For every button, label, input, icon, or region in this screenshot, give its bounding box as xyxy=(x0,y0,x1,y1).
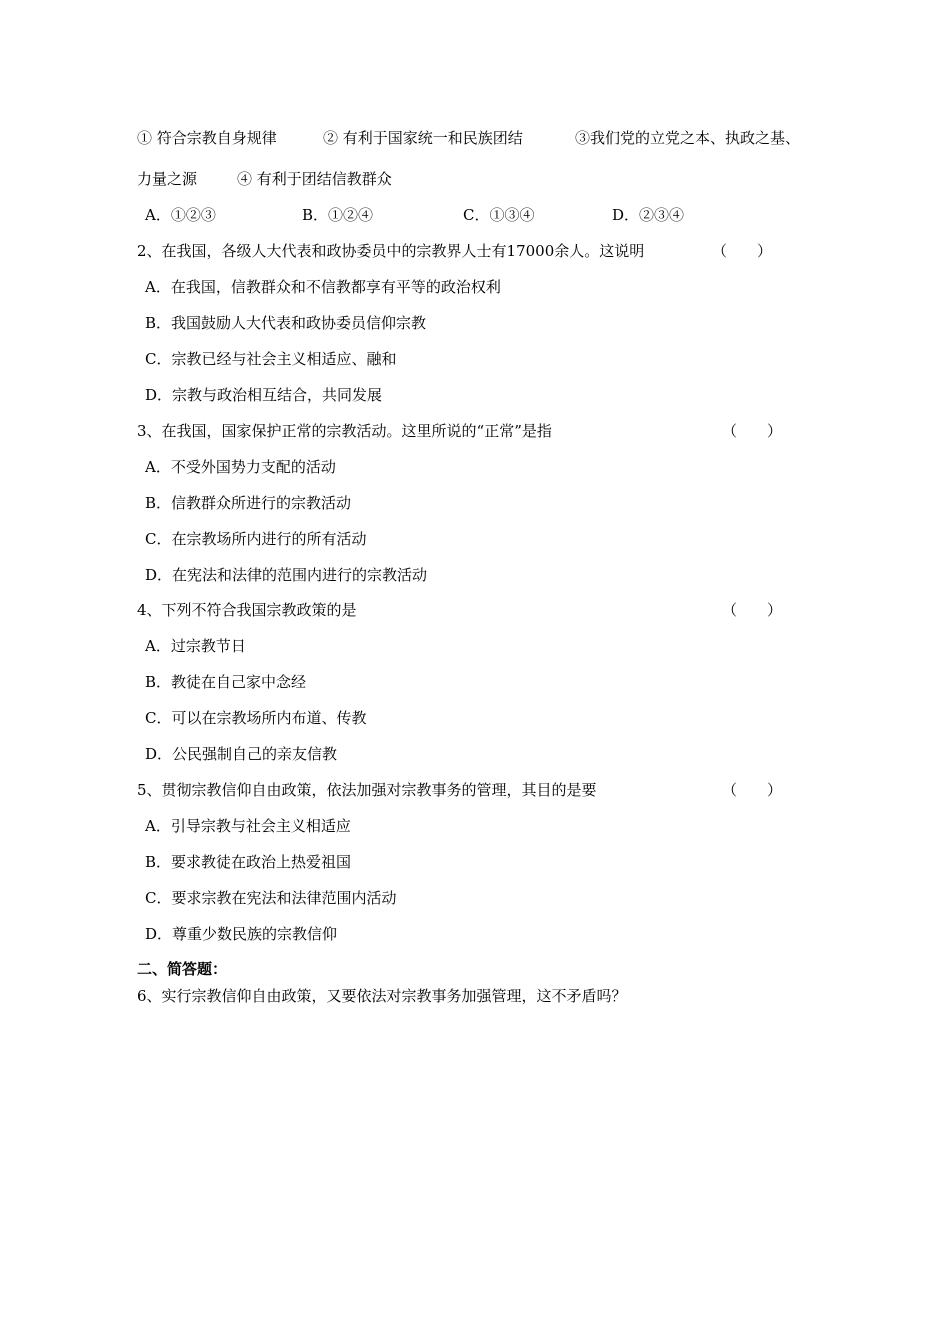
q4-stem: 4、下列不符合我国宗教政策的是 xyxy=(137,601,357,619)
q1-option-d: D．②③④ xyxy=(612,206,685,224)
q5-stem: 5、贯彻宗教信仰自由政策，依法加强对宗教事务的管理，其目的是要 xyxy=(137,781,597,799)
q4-option-b: B．教徒在自己家中念经 xyxy=(145,673,307,691)
q4-option-c: C．可以在宗教场所内布道、传教 xyxy=(145,709,367,727)
q1-option-c: C．①③④ xyxy=(463,206,535,224)
q3-option-d: D．在宪法和法律的范围内进行的宗教活动 xyxy=(145,566,428,584)
q6-stem: 6、实行宗教信仰自由政策，又要依法对宗教事务加强管理，这不矛盾吗？ xyxy=(137,987,627,1005)
q3-option-b: B．信教群众所进行的宗教活动 xyxy=(145,494,352,512)
q5-option-c: C．要求宗教在宪法和法律范围内活动 xyxy=(145,889,397,907)
q3-option-c: C．在宗教场所内进行的所有活动 xyxy=(145,530,367,548)
q1-option-b: B．①②④ xyxy=(302,206,374,224)
statement-2: ② 有利于国家统一和民族团结 xyxy=(323,129,523,147)
q3-stem: 3、在我国，国家保护正常的宗教活动。这里所说的“正常”是指 xyxy=(137,422,552,440)
q3-answer-blank: （ ） xyxy=(722,422,783,440)
q2-option-d: D．宗教与政治相互结合，共同发展 xyxy=(145,386,383,404)
q1-option-a: A．①②③ xyxy=(145,206,216,224)
q4-option-d: D．公民强制自己的亲友信教 xyxy=(145,745,338,763)
q2-stem: 2、在我国，各级人大代表和政协委员中的宗教界人士有17000余人。这说明 xyxy=(137,242,645,260)
q4-option-a: A．过宗教节日 xyxy=(145,637,246,655)
q4-answer-blank: （ ） xyxy=(722,601,783,619)
q5-option-a: A．引导宗教与社会主义相适应 xyxy=(145,817,351,835)
statement-4: ④ 有利于团结信教群众 xyxy=(237,170,392,188)
q2-option-c: C．宗教已经与社会主义相适应、融和 xyxy=(145,350,397,368)
statement-3: ③我们党的立党之本、执政之基、 xyxy=(575,129,801,147)
statement-1: ① 符合宗教自身规律 xyxy=(137,129,277,147)
q5-option-d: D．尊重少数民族的宗教信仰 xyxy=(145,925,338,943)
statement-3-continued: 力量之源 xyxy=(137,170,198,188)
q5-answer-blank: （ ） xyxy=(722,781,783,799)
q2-option-a: A．在我国，信教群众和不信教都享有平等的政治权利 xyxy=(145,278,501,296)
section-heading-short-answer: 二、简答题： xyxy=(137,960,228,978)
q5-option-b: B．要求教徒在政治上热爱祖国 xyxy=(145,853,352,871)
q2-answer-blank: （ ） xyxy=(712,242,773,260)
q2-option-b: B．我国鼓励人大代表和政协委员信仰宗教 xyxy=(145,314,427,332)
q3-option-a: A．不受外国势力支配的活动 xyxy=(145,458,336,476)
